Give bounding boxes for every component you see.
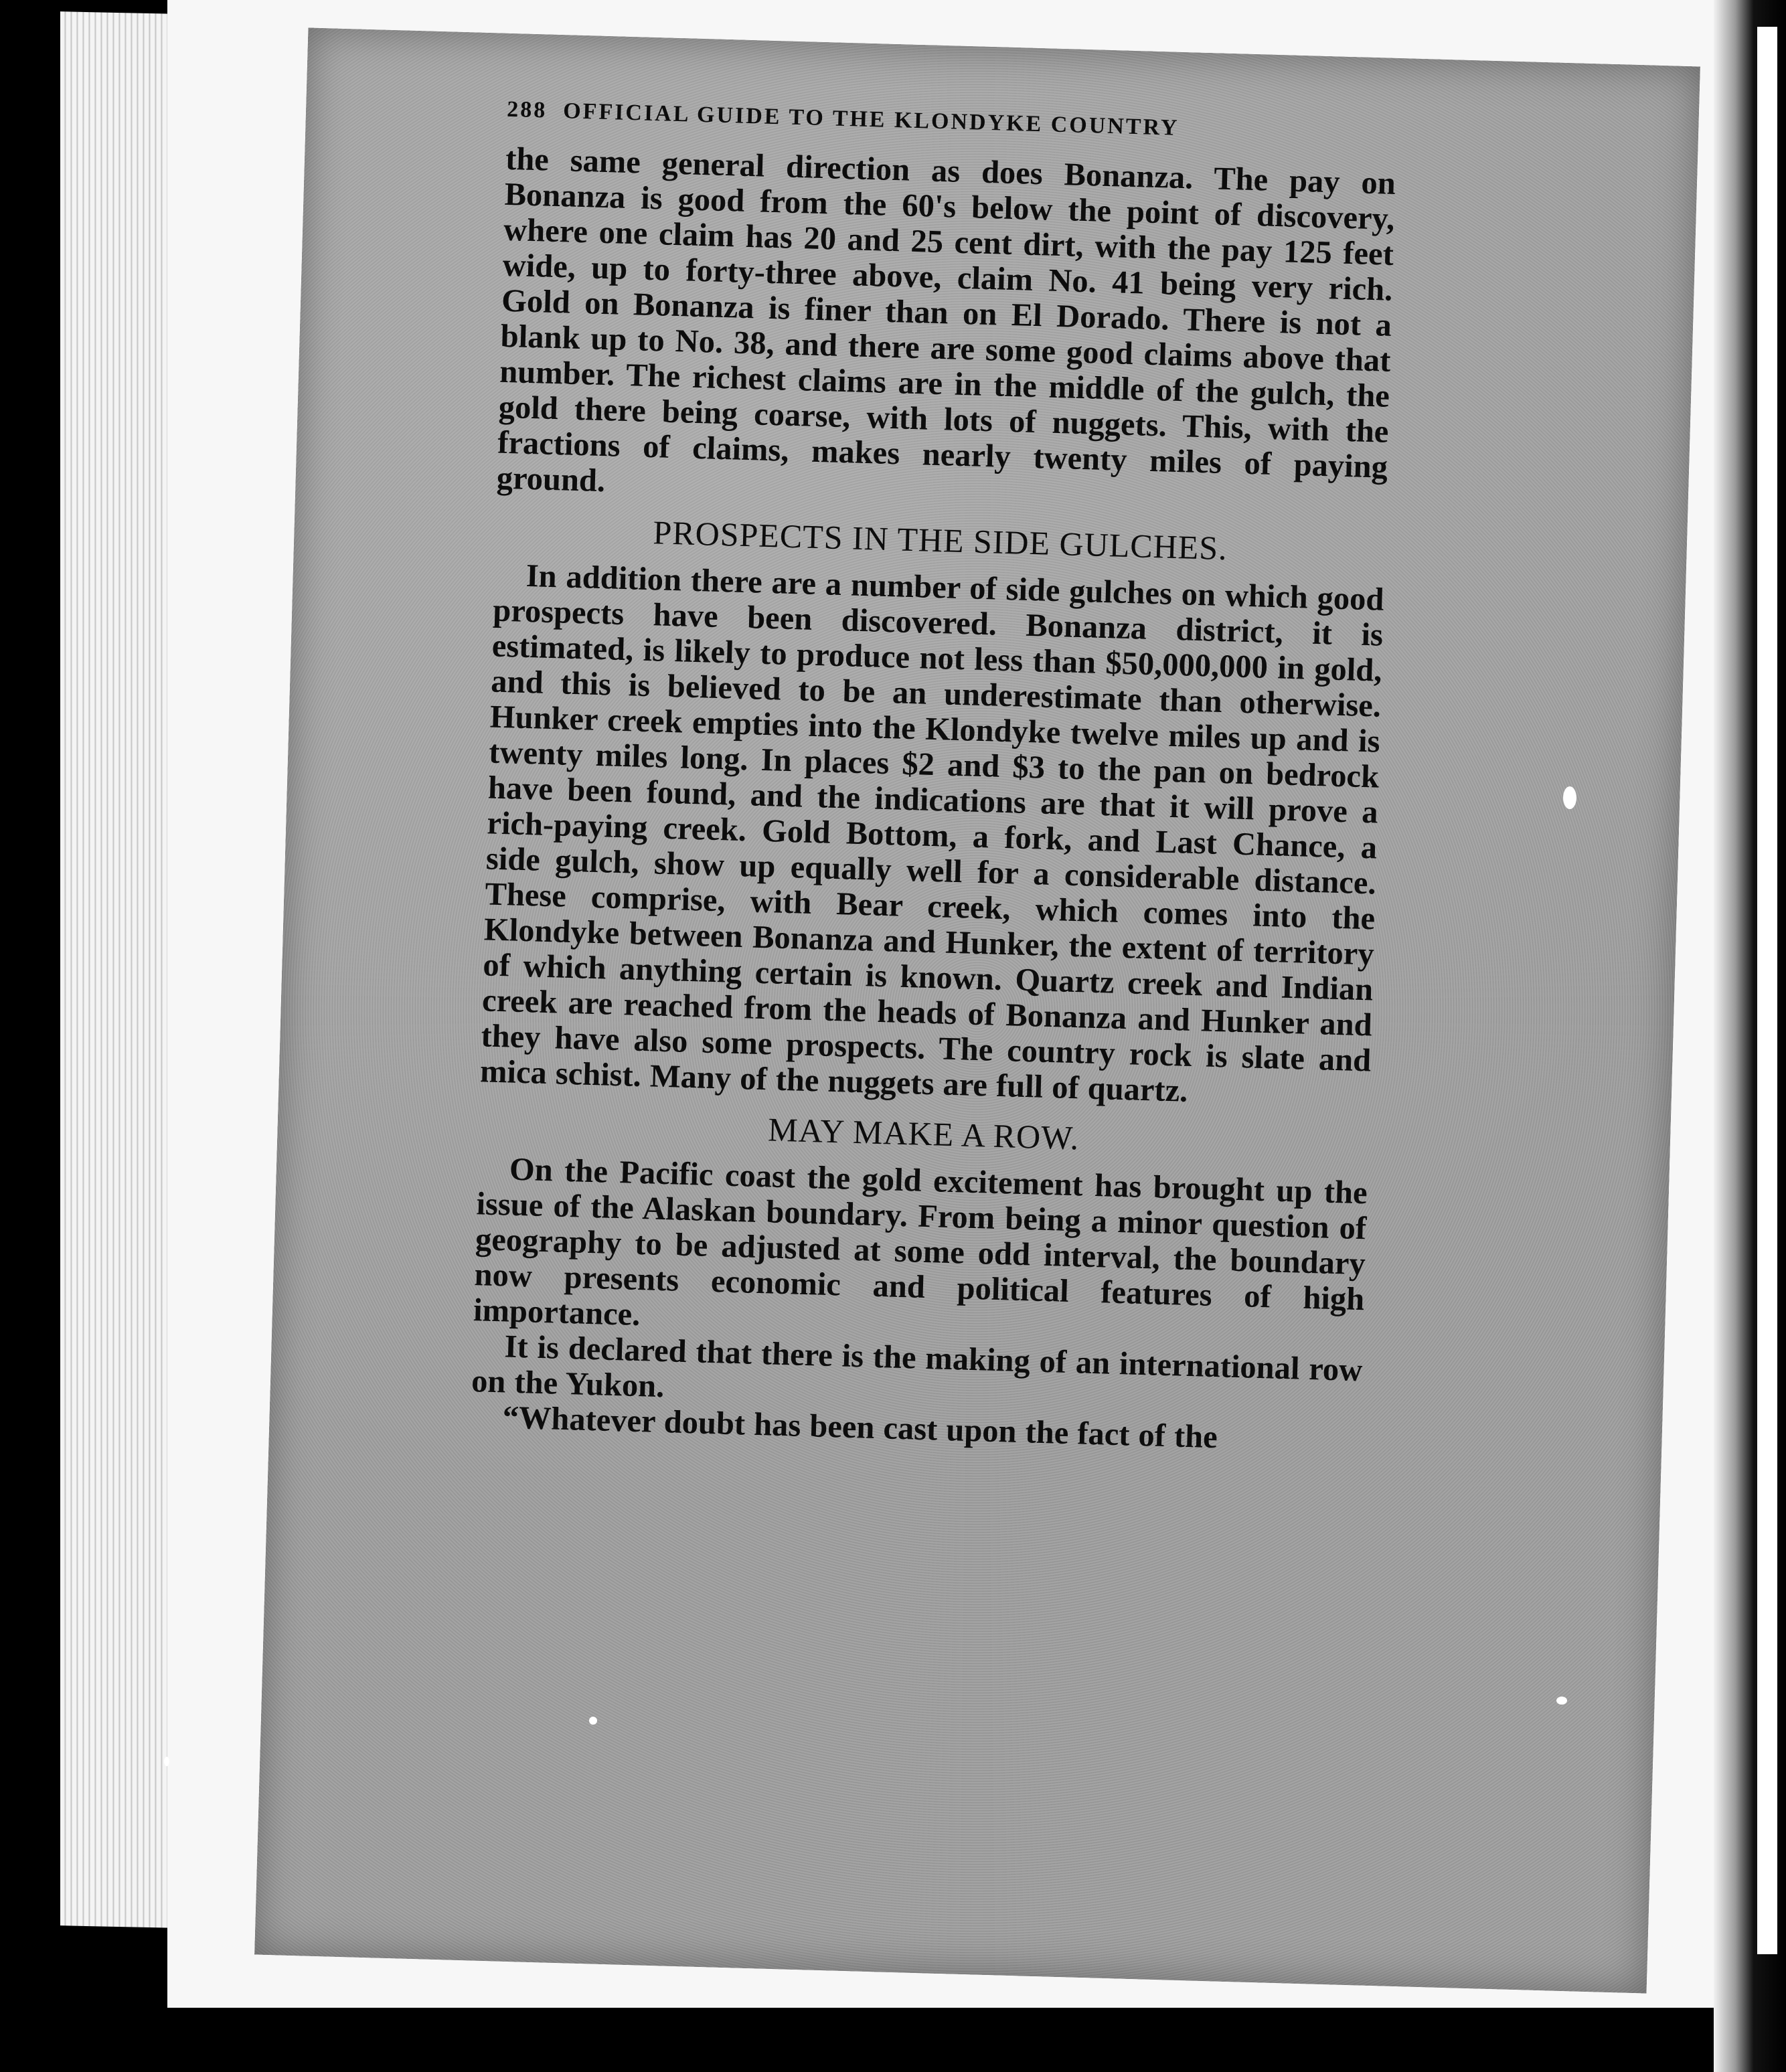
running-head-title: OFFICIAL GUIDE TO THE KLONDYKE COUNTRY	[562, 98, 1180, 141]
section-heading: MAY MAKE A ROW.	[767, 1110, 1080, 1157]
body-paragraph: In addition there are a number of side gulches on which good prospects have been discovered. Bonanza district, it is estimated, is likely to produce not less than $50,000,000 in gold, and this is believed to be an underestimate than otherwise. Hunker creek empties into the Klondyke twelve miles up and is twenty miles long. In places $2 and $3 to the pan on bedrock have been found, and the indications are that it will prove a rich-paying creek. Gold Bottom, a fork, and Last Chance, a side gulch, show up equally well for a considerable distance. These comprise, with Bear creek, which comes into the Klondyke between Bonanza and Hunker, the extent of territory of which anything certain is known. Quartz creek and Indian creek are reached from the heads of Bonanza and Hunker and they have also some prospects. The country rock is slate and mica schist. Many of the nuggets are full of quartz.	[479, 557, 1385, 1109]
page-content	[470, 97, 1397, 1459]
facing-page-edge	[1757, 27, 1777, 1954]
printed-page	[254, 28, 1700, 1994]
running-head	[507, 97, 1398, 147]
body-paragraph: “Whatever doubt has been cast upon the fact of the	[502, 1399, 1218, 1456]
section-heading: PROSPECTS IN THE SIDE GULCHES.	[652, 513, 1228, 568]
body-paragraph: the same general direction as does Bonanza. The pay on Bonanza is good from the 60's below the point of discovery, where one claim has 20 and 25 cent dirt, with the pay 125 feet wide, up to forty-three above, claim No. 41 being very rich. Gold on Bonanza is finer than on El Dorado. There is not a blank up to No. 38, and there are some good claims above that number. The richest claims are in the middle of the gulch, the gold there being coarse, with lots of nuggets. This, with the fractions of claims, makes nearly twenty miles of paying ground.	[496, 141, 1396, 499]
page-number: 288	[506, 96, 548, 123]
body-paragraph: On the Pacific coast the gold excitement has brought up the issue of the Alaskan boundary. From being a minor question of geography to be adjusted at some odd interval, the boundary now presents economic and political features of high importance.	[473, 1151, 1368, 1333]
body-paragraph: It is declared that there is the making of an international row on the Yukon.	[471, 1328, 1363, 1405]
